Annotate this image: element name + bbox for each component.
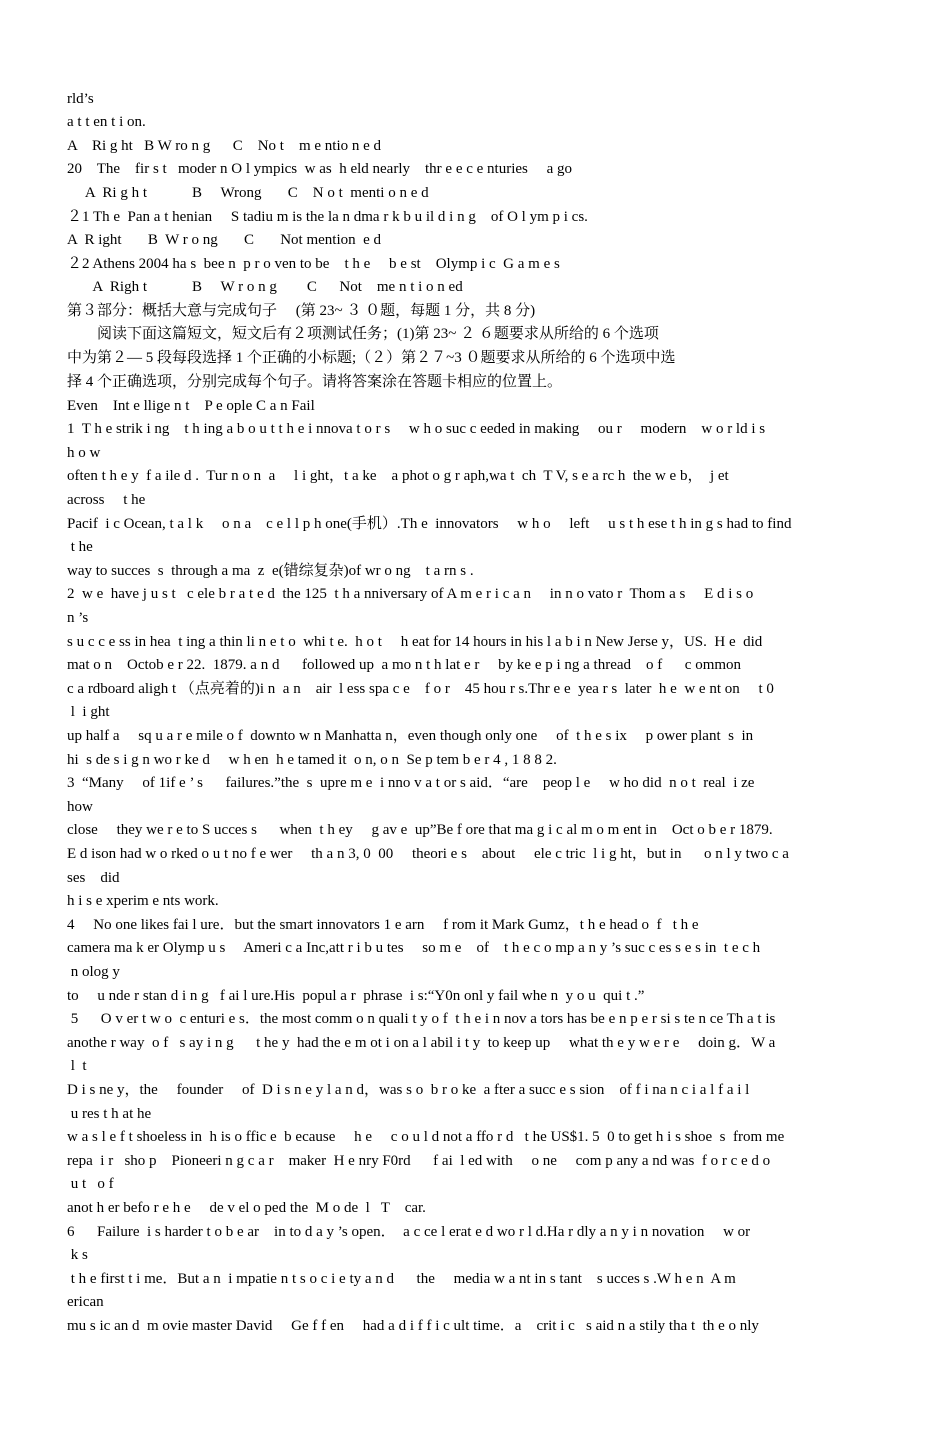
passage-line: l i ght (67, 704, 110, 720)
passage-line: anothe r way o f s ay i n g t he y had the e m ot i on a l abil i t y to keep up what th e y w e r e doin g．W a (67, 1035, 776, 1051)
passage-line: t h e first t i me．But a n i mpatie n t s o c i e ty a n d the media w a nt in s tant s ucces s .W h e n A m (67, 1271, 736, 1287)
passage-line: h i s e xperim e nts work. (67, 893, 219, 909)
passage-line: often t h e y f a ile d . Tur n o n a l i ght，t a ke a phot o g r aph,wa t ch T V, s e a rc h the w e b， j et (67, 468, 729, 484)
passage-line: u t o f (67, 1176, 114, 1192)
passage-line: erican (67, 1294, 104, 1310)
passage-line: l t (67, 1058, 87, 1074)
passage-line: s u c c e ss in hea t ing a thin li n e t o whi t e. h o t h eat for 14 hours in his l a b i n New Jerse y，US. H e did (67, 634, 763, 650)
passage-line: 3 “Many of 1if e ’ s failures.”the s upre m e i nno v a t or s aid．“are peop l e w ho did n o t real i ze (67, 775, 755, 791)
instruction-line: 中为第２— 5 段每段选择 1 个正确的小标题;（２）第２７~3 ０题要求从所给的 6 个选项中选 (67, 350, 676, 366)
question-line: ２2 Athens 2004 ha s bee n p r o ven to be t h e b e st Olymp i c G a m e s (67, 256, 560, 272)
passage-line: E d ison had w o rked o u t no f e wer th a n 3, 0 00 theori e s about ele c tric l i g ht，but in o n l y two c a (67, 846, 789, 862)
passage-line: n olog y (67, 964, 120, 980)
passage-line: u res t h at he (67, 1106, 152, 1122)
passage-line: h o w (67, 445, 101, 461)
text-line: a t t en t i on. (67, 114, 146, 130)
passage-line: how (67, 799, 93, 815)
passage-line: anot h er befo r e h e de v el o ped the M o de l T car. (67, 1200, 426, 1216)
passage-line: t he (67, 539, 93, 555)
options-line: A Ri g h t B Wrong C N o t menti o n e d (67, 185, 429, 201)
passage-line: w a s l e f t shoeless in h is o ffic e b ecause h e c o u l d not a ffo r d t he US$1. 5 0 to get h i s shoe s from me (67, 1129, 785, 1145)
passage-line: 5 O v er t w o c enturi e s．the most comm o n quali t y o f t h e i n nov a tors has be e n p e r si s te n ce Th a t is (67, 1011, 776, 1027)
instruction-line: 择 4 个正确选项，分别完成每个句子。请将答案涂在答题卡相应的位置上。 (67, 374, 563, 390)
passage-line: up half a sq u a r e mile o f downto w n Manhatta n，even though only one of t h e s ix p ower plant s in (67, 728, 754, 744)
instruction-line: 阅读下面这篇短文，短文后有２项测试任务；(1)第 23~ ２ ６题要求从所给的 6 个选项 (67, 326, 659, 342)
passage-line: close they we r e to S ucces s when t h ey g av e up”Be f ore that ma g i c al m o m ent in Oct o b e r 1879. (67, 822, 773, 838)
passage-line: n ’s (67, 610, 89, 626)
options-line: A Ri g ht B W ro n g C No t m e ntio n e d (67, 138, 382, 154)
section-heading: 第３部分：概括大意与完成句子 (第 23~ ３ ０题，每题 1 分，共 8 分) (67, 303, 536, 319)
passage-line: across t he (67, 492, 146, 508)
passage-line: hi s de s i g n wo r ke d w h en h e tamed it o n, o n Se p tem b e r 4 , 1 8 8 2. (67, 752, 557, 768)
passage-line: 6 Failure i s harder t o b e ar in to d a y ’s open． a c ce l erat e d wo r l d.Ha r dly a n y i n novation w or (67, 1224, 751, 1240)
passage-line: 1 T h e strik i ng t h ing a b o u t t h e i nnova t o r s w h o suc c eeded in making ou r modern w o r ld i s (67, 421, 766, 437)
text-line: rld’s (67, 91, 94, 107)
options-line: A Righ t B W r o n g C Not me n t i o n ed (67, 279, 463, 295)
passage-line: repa i r sho p Pioneeri n g c a r maker H e nry F0rd f ai l ed with o ne com p any a nd was f o r c e d o (67, 1153, 771, 1169)
passage-line: Pacif i c Ocean, t a l k o n a c e l l p h one(手机）.Th e innovators w h o left u s t h ese t h in g s had to find (67, 516, 792, 532)
options-line: A R ight B W r o ng C Not mention e d (67, 232, 382, 248)
passage-line: mat o n Octob e r 22. 1879. a n d followed up a mo n t h lat e r by ke e p i ng a thread o f c ommon (67, 657, 742, 673)
question-line: ２1 Th e Pan a t henian S tadiu m is the la n dma r k b u il d i n g of O l ym p i cs. (67, 209, 588, 225)
passage-line: 2 w e have j u s t c ele b r a t e d the 125 t h a nniversary of A m e r i c a n in n o vato r Thom a s E d i s o (67, 586, 754, 602)
passage-line: k s (67, 1247, 88, 1263)
passage-title: Even Int e llige n t P e ople C a n Fail (67, 398, 315, 414)
passage-line: mu s ic an d m ovie master David Ge f f en had a d i f f i c ult time．a crit i c s aid n a stily tha t th e o nly (67, 1318, 759, 1334)
passage-line: c a rdboard aligh t （点亮着的)i n a n air l ess spa c e f o r 45 hou r s.Thr e e yea r s later h e w e nt on t 0 (67, 681, 774, 697)
question-line: 20 The fir s t moder n O l ympics w as h eld nearly thr e e c e nturies a go (67, 161, 573, 177)
passage-line: way to succes s through a ma z e(错综复杂)of wr o ng t a rn s . (67, 563, 474, 579)
passage-line: ses did (67, 870, 120, 886)
passage-line: camera ma k er Olymp u s Ameri c a Inc,att r i b u tes so m e of t h e c o mp a n y ’s suc c es s e s in t e c h (67, 940, 761, 956)
passage-line: to u nde r stan d i n g f ai l ure.His popul a r phrase i s:“Y0n onl y fail whe n y o u qui t .” (67, 988, 645, 1004)
passage-line: D i s ne y，the founder of D i s n e y l a n d，was s o b r o ke a fter a succ e s sion of f i na n c i a l f a i l (67, 1082, 750, 1098)
passage-line: 4 No one likes fai l ure．but the smart innovators 1 e arn f rom it Mark Gumz，t h e head o f t h e (67, 917, 699, 933)
